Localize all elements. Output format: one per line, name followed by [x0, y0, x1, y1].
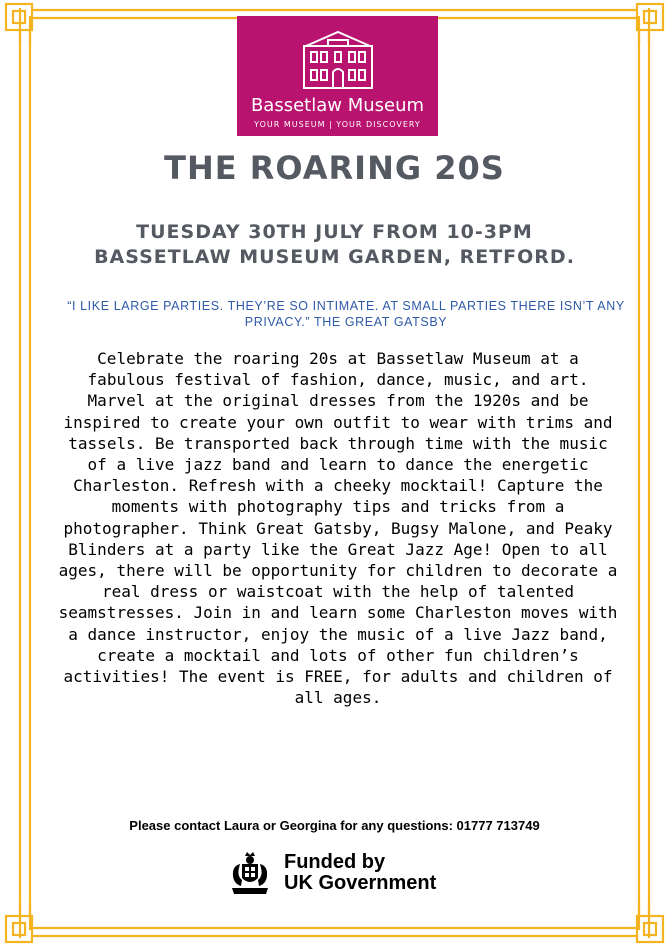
event-date: TUESDAY 30TH JULY FROM 10-3PM: [136, 221, 533, 243]
museum-building-icon: [300, 26, 376, 90]
event-title: THE ROARING 20S: [164, 149, 505, 187]
gatsby-quote: “I LIKE LARGE PARTIES. THEY’RE SO INTIMATE. AT SMALL PARTIES THERE ISN’T ANY PRIVACY.” THE GREAT GATSBY: [67, 299, 625, 329]
funded-by-text: Funded by: [284, 851, 386, 873]
event-details: [0, 220, 669, 270]
museum-logo: [237, 16, 438, 136]
logo-tagline: YOUR MUSEUM | YOUR DISCOVERY: [254, 120, 421, 129]
contact-info: Please contact Laura or Georgina for any questions: 01777 713749: [129, 818, 540, 833]
event-location: BASSETLAW MUSEUM GARDEN, RETFORD.: [94, 246, 575, 268]
logo-name: Bassetlaw Museum: [250, 95, 425, 116]
uk-government-text: UK Government: [284, 872, 437, 894]
event-description: Celebrate the roaring 20s at Bassetlaw Museum at a fabulous festival of fashion, dance, music, and art. Marvel at the original dresses from the 1920s and be inspired to create your own outfit to wear with trims and tassels. Be transported back through time with the music of a live jazz band and learn to dance the energetic Charleston. Refresh with a cheeky mocktail! Capture the moments with photography tips and tricks from a photographer. Think Great Gatsby, Bugsy Malone, and Peaky Blinders at a party like the Great Jazz Age! Open to all ages, there will be opportunity for children to decorate a real dress or waistcoat with the help of talented seamstresses. Join in and learn some Charleston moves with a dance instructor, enjoy the music of a live Jazz band, create a mocktail and lots of other fun children’s activities! The event is FREE, for adults and children of all ages.: [58, 349, 618, 708]
funding-credit: [226, 850, 456, 898]
royal-coat-of-arms-icon: [226, 850, 274, 898]
